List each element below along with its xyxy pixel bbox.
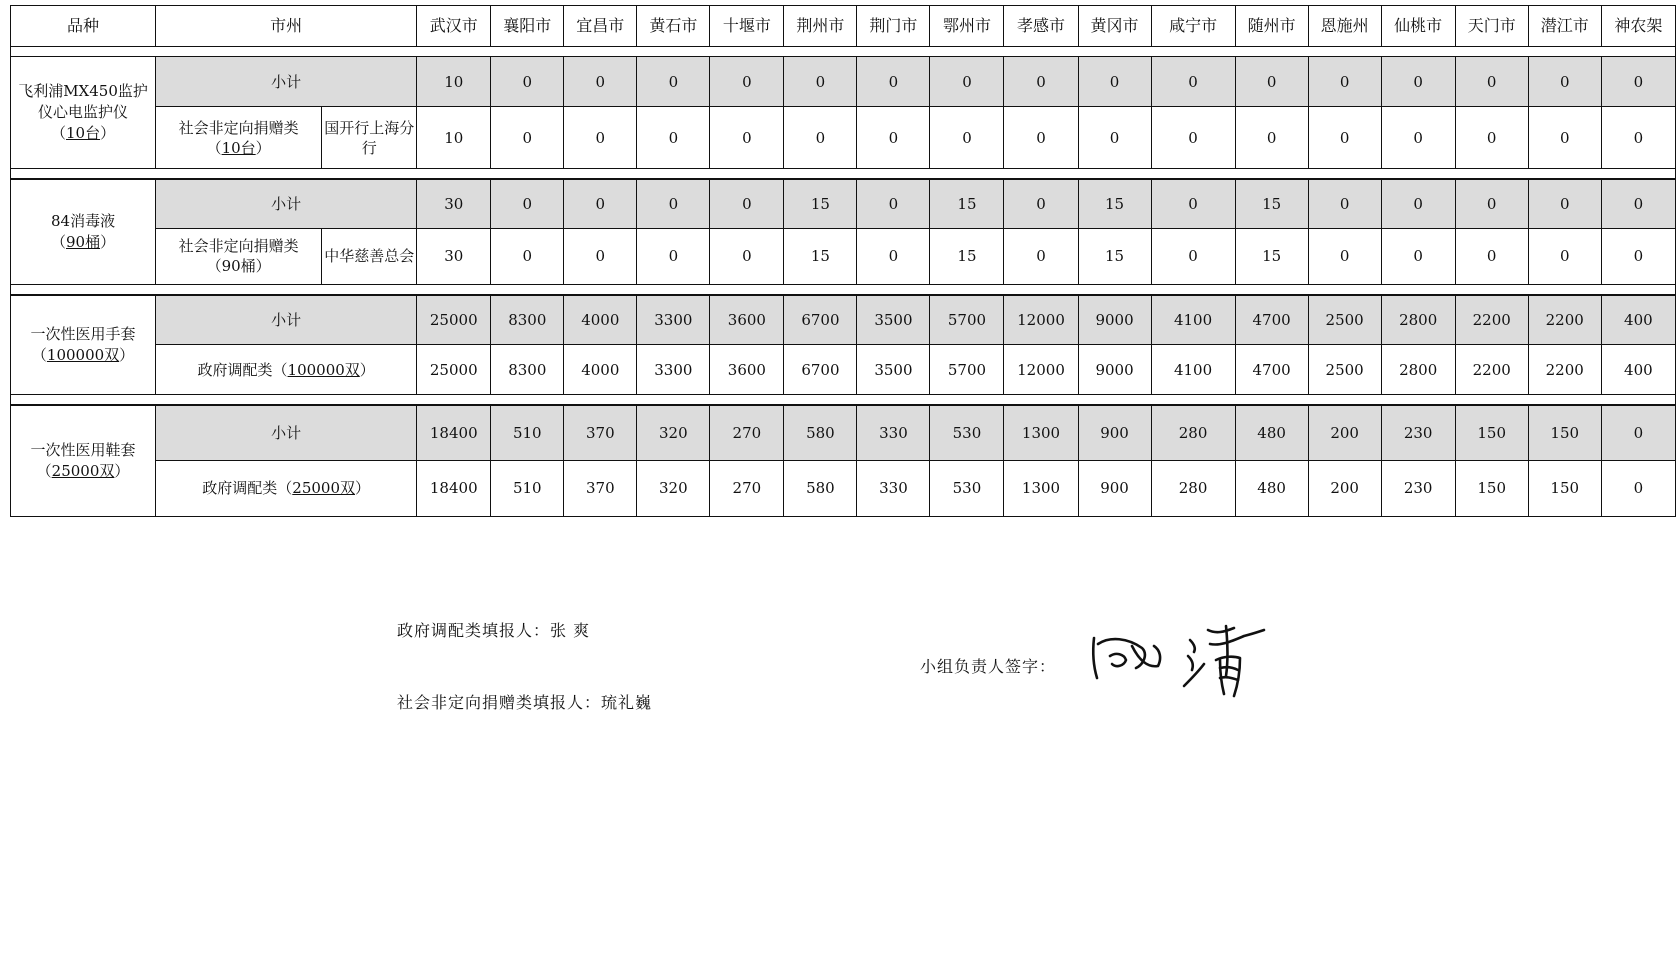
detail-cell: 0 bbox=[1004, 228, 1078, 284]
subtotal-cell: 9000 bbox=[1078, 295, 1151, 345]
subtotal-cell: 0 bbox=[857, 57, 930, 107]
category-name: 飞利浦MX450监护仪心电监护仪 bbox=[18, 82, 148, 121]
subtotal-cell: 1300 bbox=[1004, 405, 1078, 460]
category-name: 84消毒液 bbox=[50, 211, 116, 230]
subtotal-cell: 0 bbox=[1528, 179, 1601, 228]
subtotal-cell: 0 bbox=[1381, 57, 1455, 107]
detail-cell: 4000 bbox=[564, 345, 637, 395]
subtotal-cell: 0 bbox=[1601, 405, 1675, 460]
detail-row-disinfectant bbox=[11, 228, 1676, 284]
detail-cell: 0 bbox=[1455, 107, 1528, 169]
detail-cell: 0 bbox=[1308, 228, 1381, 284]
subtotal-cell: 0 bbox=[1235, 57, 1308, 107]
city-header-13: 仙桃市 bbox=[1381, 6, 1455, 47]
subtotal-cell: 900 bbox=[1078, 405, 1151, 460]
detail-cell: 0 bbox=[1601, 460, 1675, 516]
city-header-15: 潜江市 bbox=[1528, 6, 1601, 47]
subtotal-label: 小计 bbox=[156, 295, 417, 345]
detail-row-shoecovers bbox=[11, 460, 1676, 516]
detail-cell: 18400 bbox=[417, 460, 491, 516]
city-header-9: 黄冈市 bbox=[1078, 6, 1151, 47]
subtotal-cell: 0 bbox=[930, 57, 1004, 107]
source-type: 社会非定向捐赠类 （10台） bbox=[156, 107, 322, 169]
detail-cell: 0 bbox=[857, 107, 930, 169]
detail-cell: 2200 bbox=[1455, 345, 1528, 395]
subtotal-cell: 0 bbox=[1308, 57, 1381, 107]
subtotal-cell: 0 bbox=[710, 57, 784, 107]
subtotal-cell: 15 bbox=[1078, 179, 1151, 228]
subtotal-cell: 10 bbox=[417, 57, 491, 107]
subtotal-cell: 0 bbox=[710, 179, 784, 228]
group-separator bbox=[11, 395, 1676, 406]
social-reporter: 社会非定向捐赠类填报人：琉礼巍 bbox=[397, 693, 653, 712]
allocation-table bbox=[10, 5, 1676, 517]
subtotal-label: 小计 bbox=[156, 405, 417, 460]
detail-cell: 25000 bbox=[417, 345, 491, 395]
detail-cell: 0 bbox=[1381, 107, 1455, 169]
detail-cell: 0 bbox=[637, 228, 710, 284]
category-total: 90桶 bbox=[65, 232, 101, 251]
subtotal-cell: 0 bbox=[1381, 179, 1455, 228]
detail-cell: 0 bbox=[1455, 228, 1528, 284]
group-separator bbox=[11, 284, 1676, 295]
category-total: 10台 bbox=[65, 124, 101, 142]
source-type: 政府调配类（100000双） bbox=[156, 345, 417, 395]
subtotal-cell: 0 bbox=[1528, 57, 1601, 107]
subtotal-cell: 0 bbox=[1004, 179, 1078, 228]
group-separator bbox=[11, 47, 1676, 57]
detail-cell: 15 bbox=[930, 228, 1004, 284]
subtotal-cell: 150 bbox=[1455, 405, 1528, 460]
detail-cell: 330 bbox=[857, 460, 930, 516]
subtotal-cell: 150 bbox=[1528, 405, 1601, 460]
subtotal-cell: 15 bbox=[1235, 179, 1308, 228]
city-header-14: 天门市 bbox=[1455, 6, 1528, 47]
detail-cell: 0 bbox=[857, 228, 930, 284]
subtotal-cell: 2200 bbox=[1528, 295, 1601, 345]
subtotal-cell: 370 bbox=[564, 405, 637, 460]
category-total: 25000双 bbox=[51, 461, 115, 480]
city-header-12: 恩施州 bbox=[1308, 6, 1381, 47]
city-header: 市州 bbox=[156, 6, 417, 47]
detail-cell: 0 bbox=[491, 228, 564, 284]
category-gloves: 一次性医用手套 （100000双） bbox=[11, 295, 156, 395]
detail-cell: 0 bbox=[1528, 228, 1601, 284]
subtotal-cell: 0 bbox=[1308, 179, 1381, 228]
subtotal-cell: 12000 bbox=[1004, 295, 1078, 345]
category-disinfectant: 84消毒液 （90桶） bbox=[11, 179, 156, 284]
category-monitor: 飞利浦MX450监护仪心电监护仪 （10台） bbox=[11, 57, 156, 169]
detail-cell: 3600 bbox=[710, 345, 784, 395]
city-header-2: 宜昌市 bbox=[564, 6, 637, 47]
subtotal-cell: 230 bbox=[1381, 405, 1455, 460]
subtotal-cell: 0 bbox=[491, 57, 564, 107]
subtotal-cell: 4100 bbox=[1151, 295, 1235, 345]
subtotal-cell: 18400 bbox=[417, 405, 491, 460]
subtotal-cell: 0 bbox=[857, 179, 930, 228]
city-header-10: 咸宁市 bbox=[1151, 6, 1235, 47]
subtotal-cell: 4700 bbox=[1235, 295, 1308, 345]
detail-cell: 0 bbox=[784, 107, 857, 169]
detail-cell: 12000 bbox=[1004, 345, 1078, 395]
subtotal-cell: 6700 bbox=[784, 295, 857, 345]
subtotal-cell: 3300 bbox=[637, 295, 710, 345]
detail-cell: 0 bbox=[1381, 228, 1455, 284]
detail-cell: 15 bbox=[1078, 228, 1151, 284]
subtotal-cell: 0 bbox=[1004, 57, 1078, 107]
category-shoecovers: 一次性医用鞋套 （25000双） bbox=[11, 405, 156, 516]
detail-cell: 150 bbox=[1528, 460, 1601, 516]
gov-reporter: 政府调配类填报人：张 爽 bbox=[397, 621, 591, 640]
subtotal-cell: 0 bbox=[1601, 179, 1675, 228]
detail-cell: 370 bbox=[564, 460, 637, 516]
detail-row-gloves bbox=[11, 345, 1676, 395]
subtotal-cell: 0 bbox=[564, 179, 637, 228]
subtotal-cell: 280 bbox=[1151, 405, 1235, 460]
subtotal-cell: 0 bbox=[491, 179, 564, 228]
detail-cell: 0 bbox=[1601, 228, 1675, 284]
subtotal-cell: 580 bbox=[784, 405, 857, 460]
detail-cell: 0 bbox=[710, 107, 784, 169]
source-type: 社会非定向捐赠类 （90桶） bbox=[156, 228, 322, 284]
detail-cell: 0 bbox=[710, 228, 784, 284]
city-header-4: 十堰市 bbox=[710, 6, 784, 47]
detail-cell: 8300 bbox=[491, 345, 564, 395]
subtotal-cell: 4000 bbox=[564, 295, 637, 345]
detail-cell: 2500 bbox=[1308, 345, 1381, 395]
detail-cell: 900 bbox=[1078, 460, 1151, 516]
detail-cell: 480 bbox=[1235, 460, 1308, 516]
detail-cell: 4100 bbox=[1151, 345, 1235, 395]
city-header-1: 襄阳市 bbox=[491, 6, 564, 47]
category-name: 一次性医用鞋套 bbox=[30, 440, 136, 459]
city-header-8: 孝感市 bbox=[1004, 6, 1078, 47]
subtotal-row-disinfectant bbox=[11, 179, 1676, 228]
detail-cell: 1300 bbox=[1004, 460, 1078, 516]
detail-cell: 2800 bbox=[1381, 345, 1455, 395]
city-header-6: 荆门市 bbox=[857, 6, 930, 47]
table-body bbox=[11, 6, 1676, 517]
subtotal-cell: 2800 bbox=[1381, 295, 1455, 345]
subtotal-cell: 320 bbox=[637, 405, 710, 460]
subtotal-cell: 0 bbox=[1151, 57, 1235, 107]
city-header-0: 武汉市 bbox=[417, 6, 491, 47]
city-header-11: 随州市 bbox=[1235, 6, 1308, 47]
subtotal-cell: 0 bbox=[637, 179, 710, 228]
subtotal-cell: 0 bbox=[564, 57, 637, 107]
detail-cell: 0 bbox=[930, 107, 1004, 169]
detail-cell: 0 bbox=[1151, 228, 1235, 284]
detail-cell: 2200 bbox=[1528, 345, 1601, 395]
city-header-16: 神农架 bbox=[1601, 6, 1675, 47]
detail-cell: 10 bbox=[417, 107, 491, 169]
detail-cell: 3500 bbox=[857, 345, 930, 395]
variety-header: 品种 bbox=[11, 6, 156, 47]
donor-name: 中华慈善总会 bbox=[322, 228, 417, 284]
subtotal-cell: 0 bbox=[1601, 57, 1675, 107]
subtotal-cell: 480 bbox=[1235, 405, 1308, 460]
header-row bbox=[11, 6, 1676, 47]
group-separator bbox=[11, 169, 1676, 180]
detail-cell: 0 bbox=[1601, 107, 1675, 169]
leader-signature-label: 小组负责人签字： bbox=[920, 657, 1057, 676]
detail-cell: 0 bbox=[1078, 107, 1151, 169]
subtotal-cell: 530 bbox=[930, 405, 1004, 460]
subtotal-cell: 0 bbox=[637, 57, 710, 107]
detail-cell: 200 bbox=[1308, 460, 1381, 516]
detail-cell: 510 bbox=[491, 460, 564, 516]
subtotal-row-gloves bbox=[11, 295, 1676, 345]
city-header-3: 黄石市 bbox=[637, 6, 710, 47]
detail-cell: 0 bbox=[491, 107, 564, 169]
subtotal-cell: 3500 bbox=[857, 295, 930, 345]
subtotal-cell: 15 bbox=[784, 179, 857, 228]
detail-cell: 15 bbox=[784, 228, 857, 284]
subtotal-row-shoecovers bbox=[11, 405, 1676, 460]
detail-cell: 15 bbox=[1235, 228, 1308, 284]
subtotal-cell: 400 bbox=[1601, 295, 1675, 345]
detail-row-monitor bbox=[11, 107, 1676, 169]
detail-cell: 30 bbox=[417, 228, 491, 284]
detail-cell: 530 bbox=[930, 460, 1004, 516]
subtotal-cell: 2200 bbox=[1455, 295, 1528, 345]
subtotal-cell: 2500 bbox=[1308, 295, 1381, 345]
subtotal-cell: 0 bbox=[1151, 179, 1235, 228]
detail-cell: 3300 bbox=[637, 345, 710, 395]
detail-cell: 270 bbox=[710, 460, 784, 516]
subtotal-cell: 25000 bbox=[417, 295, 491, 345]
detail-cell: 230 bbox=[1381, 460, 1455, 516]
detail-cell: 0 bbox=[564, 107, 637, 169]
detail-cell: 580 bbox=[784, 460, 857, 516]
subtotal-cell: 15 bbox=[930, 179, 1004, 228]
detail-cell: 400 bbox=[1601, 345, 1675, 395]
detail-cell: 0 bbox=[1308, 107, 1381, 169]
city-header-7: 鄂州市 bbox=[930, 6, 1004, 47]
detail-cell: 280 bbox=[1151, 460, 1235, 516]
category-name: 一次性医用手套 bbox=[30, 324, 136, 343]
subtotal-cell: 8300 bbox=[491, 295, 564, 345]
donor-name: 国开行上海分行 bbox=[322, 107, 417, 169]
subtotal-cell: 5700 bbox=[930, 295, 1004, 345]
source-type: 政府调配类（25000双） bbox=[156, 460, 417, 516]
subtotal-row-monitor bbox=[11, 57, 1676, 107]
subtotal-cell: 0 bbox=[1078, 57, 1151, 107]
subtotal-cell: 270 bbox=[710, 405, 784, 460]
detail-cell: 150 bbox=[1455, 460, 1528, 516]
city-header-5: 荆州市 bbox=[784, 6, 857, 47]
category-total: 100000双 bbox=[46, 345, 120, 364]
subtotal-cell: 510 bbox=[491, 405, 564, 460]
detail-cell: 4700 bbox=[1235, 345, 1308, 395]
detail-cell: 0 bbox=[1151, 107, 1235, 169]
subtotal-cell: 30 bbox=[417, 179, 491, 228]
subtotal-cell: 0 bbox=[784, 57, 857, 107]
detail-cell: 320 bbox=[637, 460, 710, 516]
detail-cell: 0 bbox=[564, 228, 637, 284]
subtotal-label: 小计 bbox=[156, 179, 417, 228]
subtotal-cell: 3600 bbox=[710, 295, 784, 345]
detail-cell: 9000 bbox=[1078, 345, 1151, 395]
subtotal-label: 小计 bbox=[156, 57, 417, 107]
handwritten-signature bbox=[1088, 616, 1288, 706]
detail-cell: 0 bbox=[1004, 107, 1078, 169]
subtotal-cell: 200 bbox=[1308, 405, 1381, 460]
detail-cell: 5700 bbox=[930, 345, 1004, 395]
subtotal-cell: 0 bbox=[1455, 179, 1528, 228]
subtotal-cell: 0 bbox=[1455, 57, 1528, 107]
detail-cell: 0 bbox=[1528, 107, 1601, 169]
detail-cell: 6700 bbox=[784, 345, 857, 395]
detail-cell: 0 bbox=[637, 107, 710, 169]
subtotal-cell: 330 bbox=[857, 405, 930, 460]
detail-cell: 0 bbox=[1235, 107, 1308, 169]
